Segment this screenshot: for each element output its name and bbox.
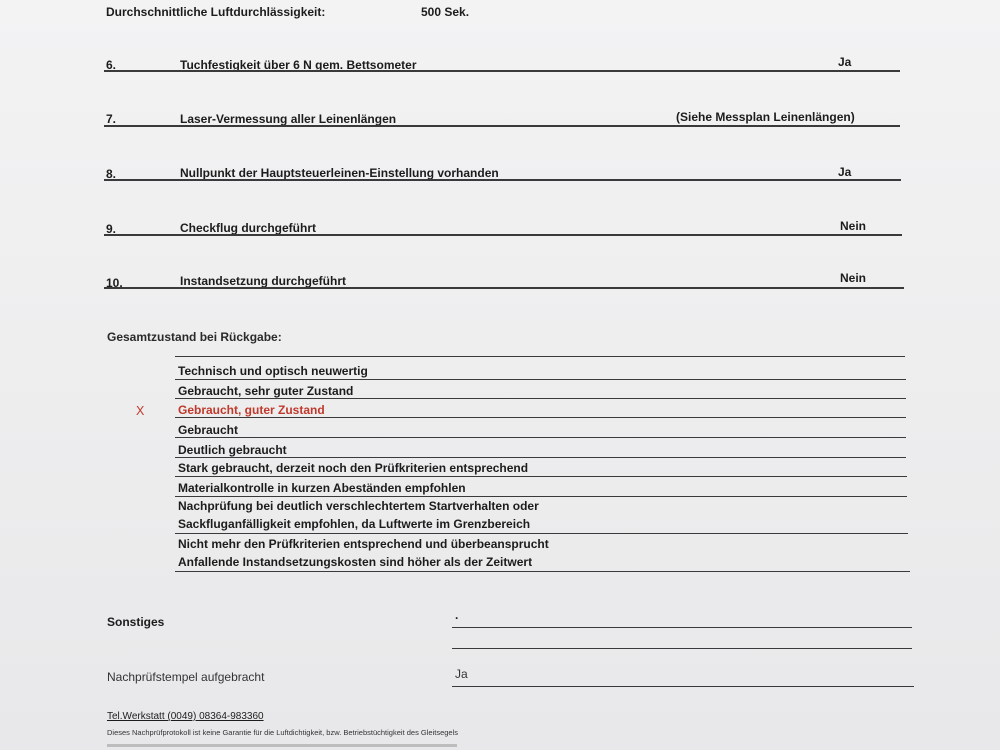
- item-9-number: 9.: [106, 222, 117, 236]
- condition-option-5: Deutlich gebraucht: [178, 443, 287, 457]
- condition-selected-mark: X: [136, 404, 145, 418]
- condition-rule-1: [175, 379, 906, 380]
- condition-option-9a: Nicht mehr den Prüfkriterien entsprechend und überbeansprucht: [178, 537, 549, 551]
- item-7-text: Laser-Vermessung aller Leinenlängen: [180, 112, 397, 126]
- item-8-rule: [104, 179, 901, 181]
- condition-option-2: Gebraucht, sehr guter Zustand: [178, 384, 354, 398]
- item-8-text: Nullpunkt der Hauptsteuerleinen-Einstellung vorhanden: [180, 166, 499, 180]
- condition-rule-6: [175, 476, 907, 477]
- condition-option-7: Materialkontrolle in kurzen Abeständen empfohlen: [178, 481, 466, 495]
- item-8-answer: Ja: [838, 165, 852, 179]
- item-10-number: 10.: [106, 276, 123, 290]
- air-permeability-label: Durchschnittliche Luftdurchlässigkeit:: [106, 5, 326, 19]
- condition-option-3-selected: Gebraucht, guter Zustand: [178, 403, 325, 417]
- item-6-number: 6.: [106, 58, 117, 72]
- item-9-rule: [104, 234, 902, 236]
- cut-off-text-line: [107, 744, 457, 747]
- sonstiges-rule-1: [452, 627, 912, 628]
- condition-option-9b: Anfallende Instandsetzungskosten sind höher als der Zeitwert: [178, 555, 533, 569]
- item-9-text: Checkflug durchgeführt: [180, 221, 317, 235]
- item-6-text: Tuchfestigkeit über 6 N gem. Bettsometer: [180, 58, 417, 72]
- stamp-rule: [452, 686, 914, 687]
- condition-option-4: Gebraucht: [178, 423, 239, 437]
- condition-option-1: Technisch und optisch neuwertig: [178, 364, 368, 378]
- condition-rule-7: [175, 496, 907, 497]
- condition-rule-4: [175, 437, 906, 438]
- condition-rule-2: [175, 398, 906, 399]
- sonstiges-rule-2: [452, 648, 912, 649]
- sonstiges-value: .: [455, 608, 459, 622]
- condition-rule-8: [175, 533, 908, 534]
- condition-option-8a: Nachprüfung bei deutlich verschlechtertem Startverhalten oder: [178, 499, 539, 513]
- item-7-rule: [104, 125, 900, 127]
- stamp-label: Nachprüfstempel aufgebracht: [107, 670, 265, 684]
- condition-title: Gesamtzustand bei Rückgabe:: [107, 330, 282, 344]
- item-9-answer: Nein: [840, 219, 867, 233]
- condition-top-rule: [175, 356, 905, 357]
- air-permeability-value: 500 Sek.: [421, 5, 470, 19]
- item-10-answer: Nein: [840, 271, 867, 285]
- workshop-phone: Tel.Werkstatt (0049) 08364-983360: [107, 711, 264, 722]
- condition-rule-9: [175, 571, 910, 572]
- item-8-number: 8.: [106, 167, 117, 181]
- condition-rule-5: [175, 457, 906, 458]
- condition-option-8b: Sackfluganfälligkeit empfohlen, da Luftwerte im Grenzbereich: [178, 517, 531, 531]
- sonstiges-label: Sonstiges: [107, 615, 165, 629]
- disclaimer-text: Dieses Nachprüfprotokoll ist keine Garantie für die Luftdichtigkeit, bzw. Betriebstüchtigkeit des Gleitsegels: [107, 728, 459, 737]
- item-6-answer: Ja: [838, 55, 852, 69]
- item-7-number: 7.: [106, 112, 117, 126]
- stamp-value: Ja: [455, 667, 468, 681]
- item-6-rule: [104, 70, 900, 72]
- item-7-answer: (Siehe Messplan Leinenlängen): [676, 110, 855, 124]
- item-10-text: Instandsetzung durchgeführt: [180, 274, 346, 288]
- condition-rule-3: [175, 417, 906, 418]
- condition-option-6: Stark gebraucht, derzeit noch den Prüfkriterien entsprechend: [178, 461, 529, 475]
- item-10-rule: [104, 287, 904, 289]
